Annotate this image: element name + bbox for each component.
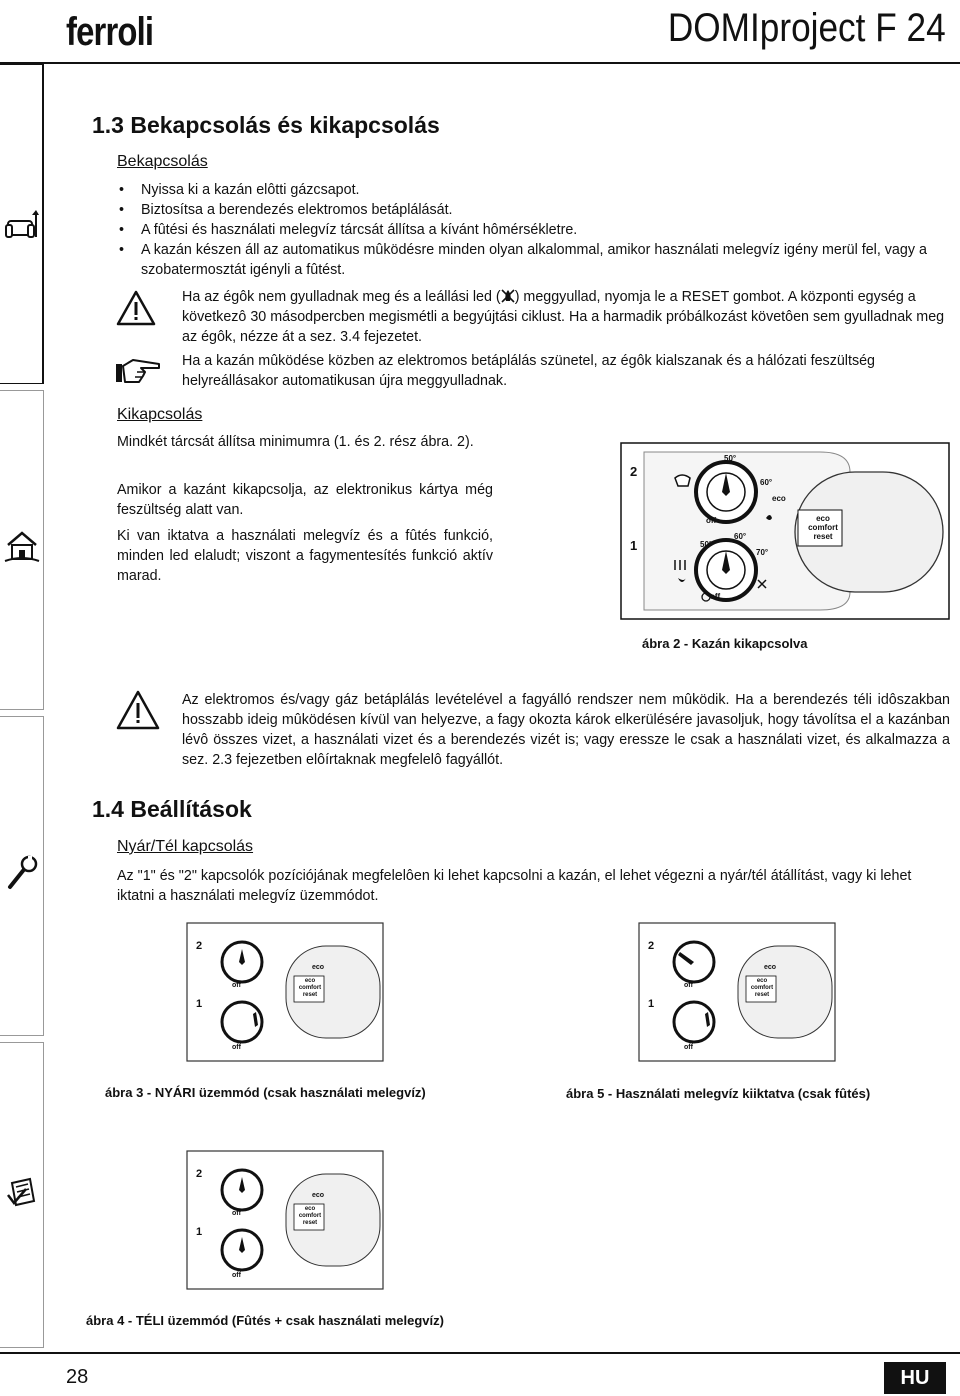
reset-button[interactable] — [748, 978, 776, 999]
list-item: • A kazán készen áll az automatikus mûködésre minden olyan alkalommal, amikor használati melegvíz igény merül fel, vagy a szobatermosztát igényli a fûtést. — [117, 240, 949, 280]
warning-text-end: ) meggyullad, nyomja le a RESET gombot. A központi egység a következô 30 másodpercben megismétli a begyújtási ciklust. Ha a harmadik próbálkozást követôen sem gyulladnak meg az égôk, nézze át a sez. 3.4 fejezetet. — [182, 289, 945, 345]
heat-off-label: off — [710, 592, 721, 601]
heat-off-label: off — [232, 1272, 241, 1279]
page-number: 28 — [66, 1366, 89, 1388]
sidebar-tab-service[interactable] — [0, 716, 44, 1036]
reset-button[interactable] — [804, 514, 842, 541]
subheading-nyar-tel: Nyár/Tél kapcsolás — [117, 838, 254, 855]
section-heading-1-4: 1.4 Beállítások — [92, 796, 252, 822]
sidebar-tab-specs[interactable] — [0, 1042, 44, 1348]
shutdown-paragraph-3: Ki van iktatva a használati melegvíz és a fûtés funkció, minden led elaludt; viszont a fagymentesítés funkció aktív marad. — [117, 528, 493, 584]
control-panel-drawing — [186, 922, 384, 1062]
reset-reset-label: reset — [813, 532, 833, 541]
switch-1-label: 1 — [196, 998, 203, 1010]
checklist-icon — [6, 1175, 38, 1209]
eco-label: eco — [764, 964, 777, 971]
installer-house-icon — [4, 527, 40, 563]
pointing-hand-icon — [115, 356, 163, 386]
reset-reset-label: reset — [302, 1220, 318, 1226]
shutdown-paragraph-2: Amikor a kazánt kikapcsolja, az elektronikus kártya még feszültség alatt van. — [117, 482, 493, 518]
footer-rule — [0, 1352, 960, 1354]
subheading-bekapcsolas: Bekapcsolás — [117, 153, 208, 170]
subheading-kikapcsolas: Kikapcsolás — [117, 406, 203, 423]
reset-comfort-label: comfort — [750, 985, 774, 991]
reset-reset-label: reset — [754, 992, 770, 998]
reset-comfort-label: comfort — [298, 985, 322, 991]
switch-2-label: 2 — [648, 940, 655, 952]
sidebar-tab-installer[interactable] — [0, 390, 44, 710]
reset-eco-label: eco — [756, 978, 768, 984]
warning-triangle-icon — [116, 290, 156, 326]
switch-2-label: 2 — [630, 464, 638, 479]
reset-eco-label: eco — [816, 514, 830, 523]
heat-off-label: off — [684, 1044, 693, 1051]
reset-reset-label: reset — [302, 992, 318, 998]
user-sofa-icon — [5, 209, 39, 241]
summer-winter-switch-text: Az "1" és "2" kapcsolók pozíciójának megfelelôen ki lehet kapcsolni a kazán, el lehet végezni a nyár/tél átállítást, vagy ki lehet iktatni a használati melegvíz üzemmódot. — [117, 868, 912, 904]
flame-lockout-icon — [501, 289, 515, 303]
boiler-control-panel-figure-4 — [186, 1150, 384, 1295]
frost-protection-warning: Az elektromos és/vagy gáz betáplálás levételével a fagyálló rendszer nem mûködik. Ha a berendezés téli idôszakban hosszabb ideig mûködésen kívül van helyezve, a fagy okozta károk elkerülésére javasoljuk, hogy távolítsa el a kazánban lévô összes vizet, a használati vizet és a berendezés vizét is; vagy eressze le csak a használati vizet, és alkalmazza a sez. 2.3 fejezetben elôírtaknak megfelelô fagyállót. — [182, 692, 950, 768]
dhw-off-label: off — [232, 982, 241, 989]
shutdown-paragraph-1: Mindkét tárcsát állítsa minimumra (1. és 2. rész ábra. 2). — [117, 434, 474, 450]
heat-off-label: off — [232, 1044, 241, 1051]
eco-label: eco — [312, 964, 325, 971]
boiler-control-panel-figure-5 — [638, 922, 836, 1067]
figure-3-caption: ábra 3 - NYÁRI üzemmód (csak használati melegvíz) — [105, 1085, 426, 1100]
sidebar-tab-user[interactable] — [0, 64, 44, 384]
control-panel-drawing — [620, 442, 950, 620]
reset-eco-label: eco — [304, 978, 316, 984]
control-panel-drawing — [186, 1150, 384, 1290]
list-item: • Nyissa ki a kazán elôtti gázcsapot. — [117, 180, 949, 200]
power-interruption-note: Ha a kazán mûködése közben az elektromos betáplálás szünetel, az égôk kialszanak és a hálózati feszültség helyreállásakor automatikusan újra meggyulladnak. — [182, 353, 876, 389]
figure-4-caption: ábra 4 - TÉLI üzemmód (Fûtés + csak használati melegvíz) — [86, 1313, 444, 1328]
reset-comfort-label: comfort — [808, 523, 838, 532]
reset-button[interactable] — [296, 978, 324, 999]
warning-triangle-icon — [116, 690, 160, 730]
switch-1-label: 1 — [648, 998, 655, 1010]
dhw-off-label: off — [706, 516, 717, 525]
heat-50-label: 50° — [700, 540, 713, 549]
figure-2-caption: ábra 2 - Kazán kikapcsolva — [642, 636, 808, 651]
reset-eco-label: eco — [304, 1206, 316, 1212]
boiler-control-panel-figure-2 — [620, 442, 950, 625]
document-title: DOMIproject F 24 — [668, 6, 946, 50]
dhw-off-label: off — [232, 1210, 241, 1217]
list-item: • Biztosítsa a berendezés elektromos betáplálását. — [117, 200, 949, 220]
dhw-50-label: 50° — [724, 454, 737, 463]
boiler-control-panel-figure-3 — [186, 922, 384, 1067]
startup-steps-list — [117, 180, 949, 280]
figure-5-caption: ábra 5 - Használati melegvíz kiiktatva (csak fûtés) — [566, 1086, 871, 1101]
section-heading-1-3: 1.3 Bekapcsolás és kikapcsolás — [92, 112, 440, 138]
eco-label: eco — [312, 1192, 325, 1199]
reset-comfort-label: comfort — [298, 1213, 322, 1219]
header-rule — [0, 62, 960, 64]
dhw-off-label: off — [684, 982, 693, 989]
switch-2-label: 2 — [196, 1168, 203, 1180]
switch-2-label: 2 — [196, 940, 203, 952]
warning-text-start: Ha az égôk nem gyulladnak meg és a leállási led ( — [182, 289, 501, 305]
switch-1-label: 1 — [196, 1226, 203, 1238]
control-panel-drawing — [638, 922, 836, 1062]
dhw-60-label: 60° — [760, 478, 773, 487]
language-badge: HU — [884, 1362, 946, 1394]
heat-70-label: 70° — [756, 548, 769, 557]
heat-60-label: 60° — [734, 532, 747, 541]
reset-button[interactable] — [296, 1206, 324, 1227]
ferroli-logo: ferroli — [66, 10, 154, 54]
list-item: • A fûtési és használati melegvíz tárcsát állítsa a kívánt hômérsékletre. — [117, 220, 949, 240]
lockout-warning-text — [182, 287, 950, 347]
switch-1-label: 1 — [630, 538, 638, 553]
eco-label: eco — [772, 494, 786, 503]
wrench-icon — [6, 855, 38, 891]
